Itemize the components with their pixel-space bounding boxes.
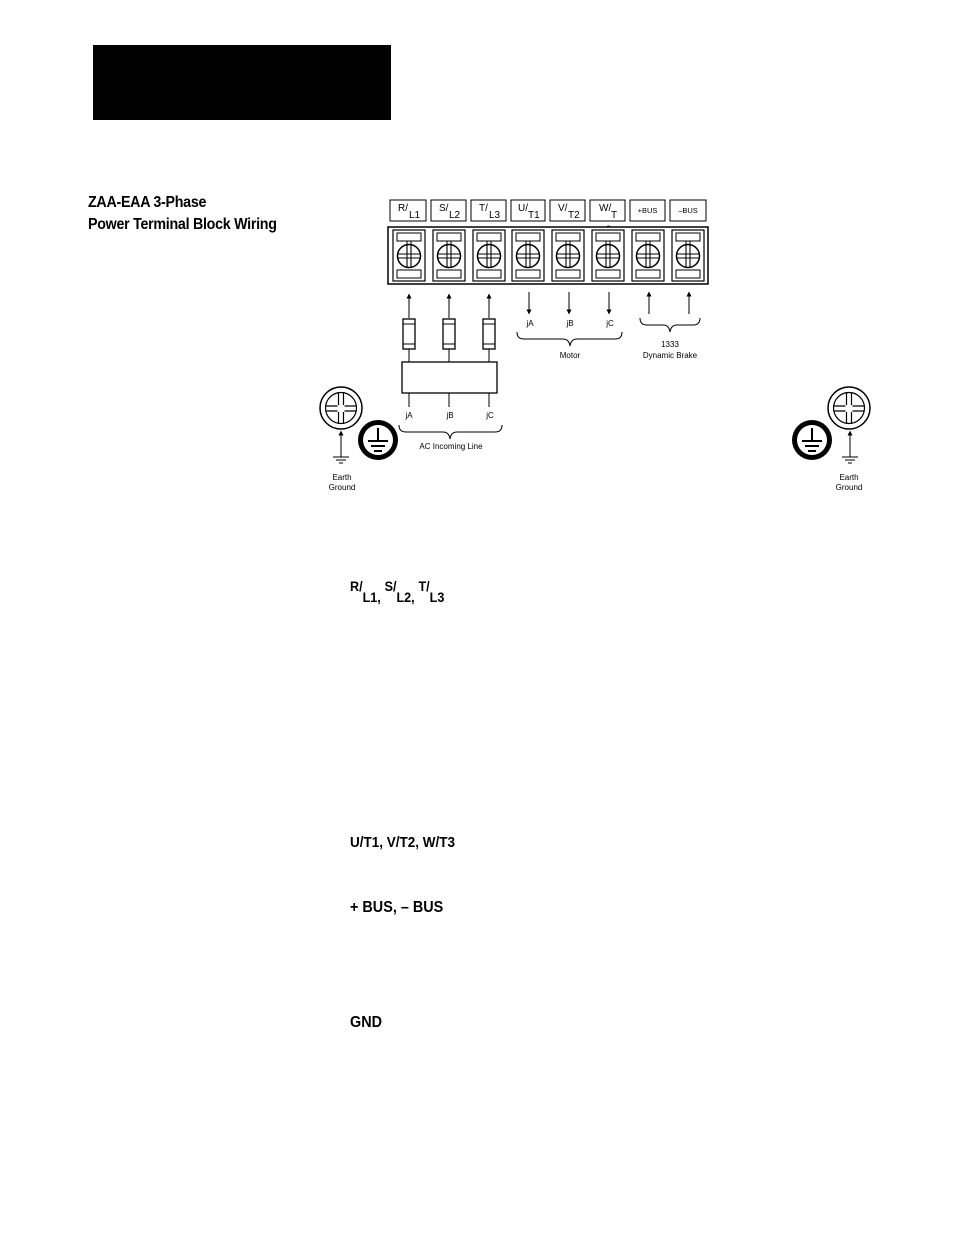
earth-right-1: Earth (839, 473, 859, 482)
terminal-block-diagram (0, 0, 954, 520)
terminal-s-top: S/ (439, 203, 449, 214)
earth-left-1: Earth (332, 473, 352, 482)
disconnect-box (402, 362, 497, 393)
brake-brace (640, 318, 700, 332)
section-head-output-terminals: U/T1, V/T2, W/T3 (350, 834, 456, 851)
terminal-screw-r (393, 230, 425, 281)
terminal-block (388, 227, 708, 284)
terminal-s-sub: L2 (449, 210, 461, 221)
earth-right-2: Ground (835, 483, 863, 492)
figure-title-line1: ZAA-EAA 3-Phase (88, 194, 207, 211)
terminal-screw-w (592, 230, 624, 281)
earth-left-2: Ground (328, 483, 356, 492)
motor-phase-c: jC (606, 319, 614, 328)
terminal-v-sub: T2 (568, 210, 580, 221)
terminal-screw-plus-bus (632, 230, 664, 281)
terminal-r-top: R/ (398, 203, 408, 214)
brake-label-1: 1333 (661, 340, 679, 349)
terminal-screw-t (473, 230, 505, 281)
section-head-gnd: GND (350, 1014, 383, 1031)
motor-phase-a: jA (526, 319, 534, 328)
terminal-w-top: W/ (599, 203, 612, 214)
line-phase-a: jA (405, 411, 413, 420)
section-head-input-terminals: $R/_{L1,}$ $S/_{L2,}$ $T/_{L3}$ (350, 578, 445, 605)
motor-phase-b: jB (566, 319, 574, 328)
terminal-minus-bus: –BUS (678, 206, 698, 215)
section-head-bus-terminals: + BUS, – BUS (350, 899, 444, 916)
terminal-t-top: T/ (479, 203, 488, 214)
terminal-u-sub: T1 (528, 210, 540, 221)
right-ground-assembly (792, 387, 870, 463)
line-phase-c: jC (486, 411, 494, 420)
terminal-t-sub: L3 (489, 210, 501, 221)
terminal-label-box-r (390, 200, 426, 221)
terminal-plus-bus: +BUS (637, 206, 658, 215)
terminal-screw-minus-bus (672, 230, 704, 281)
terminal-u-top: U/ (518, 203, 528, 214)
motor-brace (517, 332, 622, 346)
terminal-screw-v (552, 230, 584, 281)
brake-label-2: Dynamic Brake (642, 351, 698, 360)
figure-title-line2: Power Terminal Block Wiring (88, 216, 277, 233)
terminal-screw-s (433, 230, 465, 281)
line-phase-b: jB (446, 411, 454, 420)
line-label: AC Incoming Line (419, 442, 483, 451)
motor-label: Motor (559, 351, 581, 360)
terminal-r-sub: L1 (409, 210, 421, 221)
line-brace (399, 425, 502, 439)
terminal-screw-u (512, 230, 544, 281)
terminal-v-top: V/ (558, 203, 568, 214)
brake-wiring (640, 294, 700, 332)
left-ground-assembly (320, 387, 398, 463)
terminal-w-sub: T (611, 210, 618, 221)
